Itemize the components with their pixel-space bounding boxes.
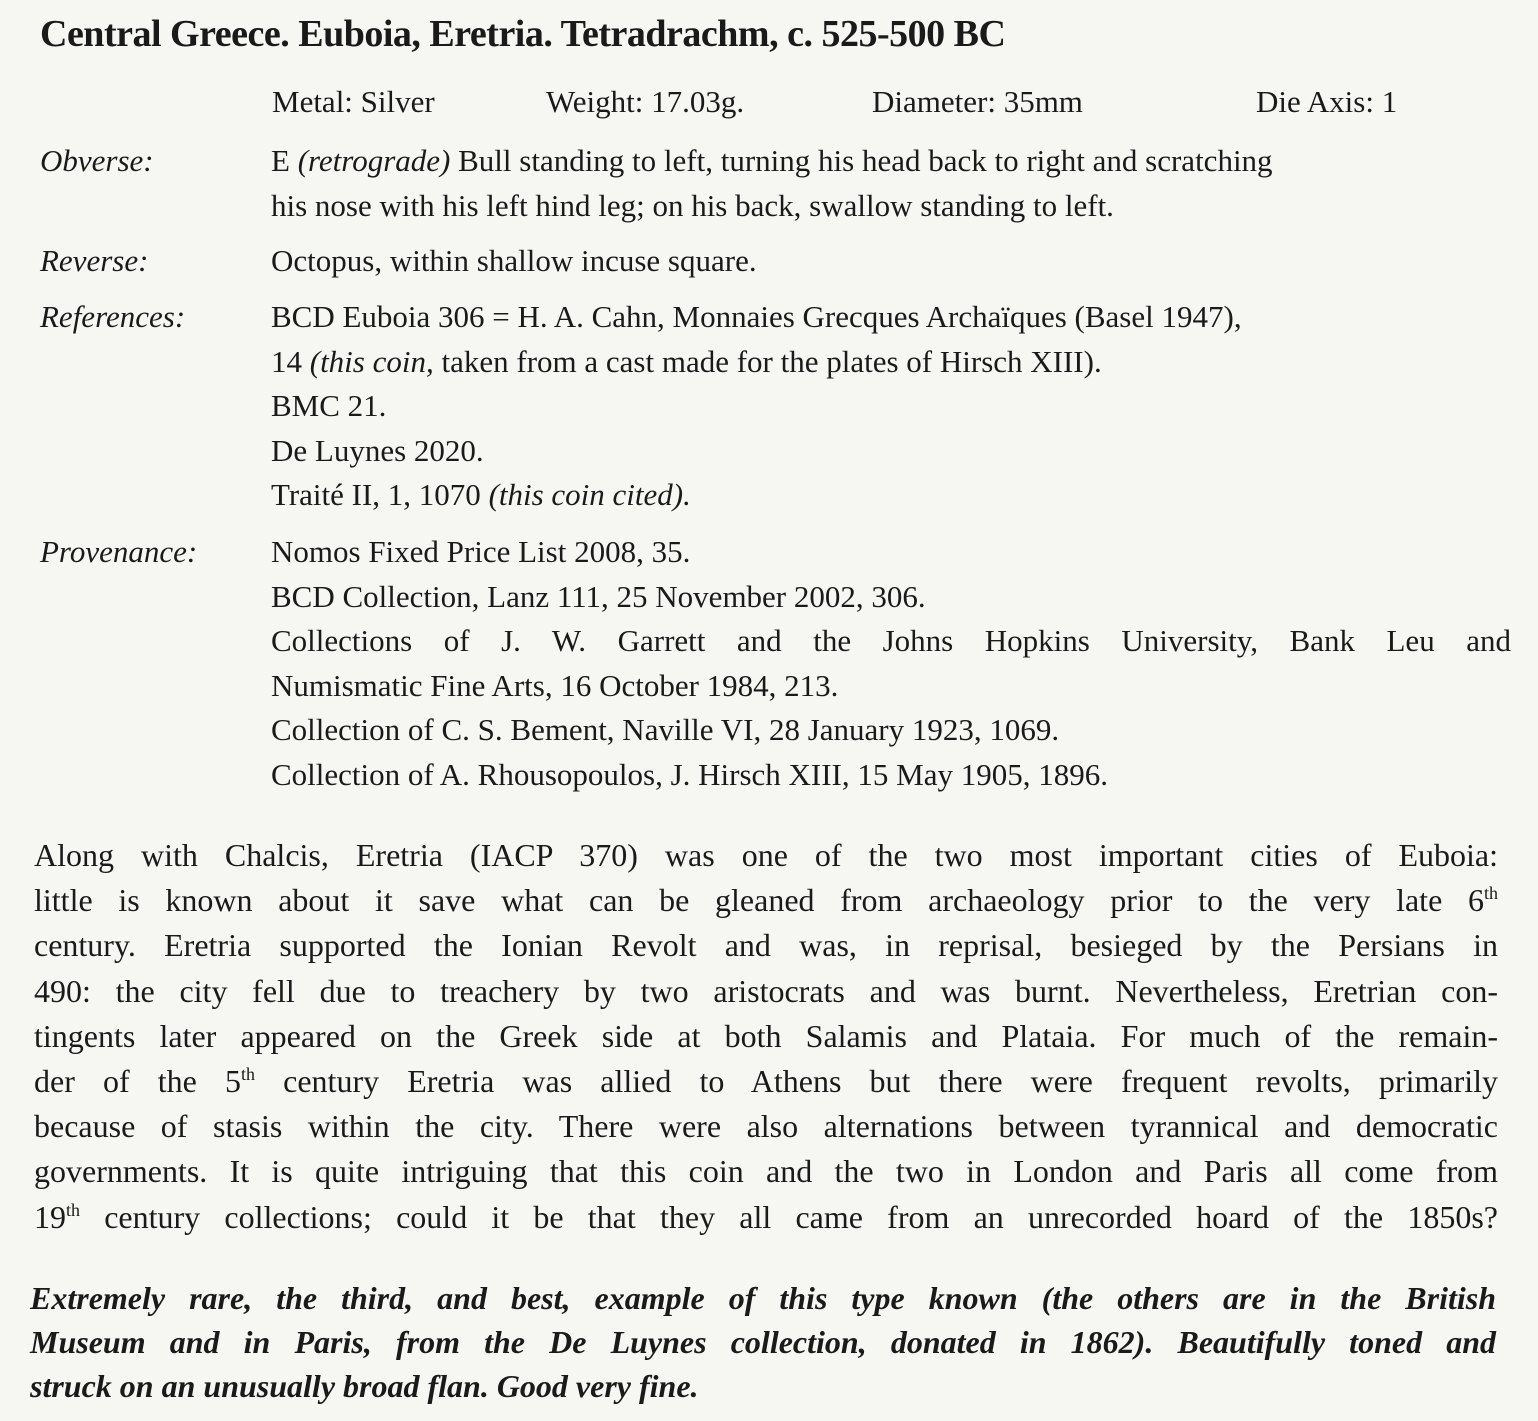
discussion-line-2 xyxy=(34,878,1498,923)
reference-line-3: BMC 21. xyxy=(271,388,387,423)
discussion-paragraph xyxy=(34,833,1498,1240)
discussion-line-6-start: der of the 5 xyxy=(34,1062,241,1099)
discussion-line-8: governments. It is quite intriguing that this coin and the two in London and Paris all come from xyxy=(34,1153,1498,1190)
provenance-label: Provenance: xyxy=(40,534,198,569)
reference-line-5 xyxy=(271,473,1511,518)
reference-line-5-start: Traité II, 1, 1070 xyxy=(271,477,481,512)
lot-title: Central Greece. Euboia, Eretria. Tetradrachm, c. 525-500 BC xyxy=(40,13,1006,55)
provenance-line-5: Collection of C. S. Bement, Naville VI, 28 January 1923, 1069. xyxy=(271,712,1060,747)
reference-line-2 xyxy=(271,340,1511,385)
reference-line-5-note: (this coin cited). xyxy=(488,477,691,512)
discussion-line-6-end: century Eretria was allied to Athens but there were frequent revolts, primarily xyxy=(255,1062,1498,1099)
references-label: References: xyxy=(40,299,186,334)
grading-verdict xyxy=(30,1276,1496,1408)
verdict-line-2: Museum and in Paris, from the De Luynes collection, donated in 1862). Beautifully toned and xyxy=(30,1324,1496,1360)
obverse-description xyxy=(271,139,1511,228)
discussion-line-9 xyxy=(34,1195,1498,1240)
superscript-ordinal: th xyxy=(66,1199,81,1220)
superscript-ordinal: th xyxy=(241,1063,256,1084)
verdict-line-3: struck on an unusually broad flan. Good very fine. xyxy=(30,1368,699,1404)
reference-line-1: BCD Euboia 306 = H. A. Cahn, Monnaies Grecques Archaïques (Basel 1947), xyxy=(271,299,1242,334)
discussion-line-9-end: century collections; could it be that they all came from an unrecorded hoard of the 1850s? xyxy=(80,1198,1498,1235)
provenance-line-2: BCD Collection, Lanz 111, 25 November 2002, 306. xyxy=(271,578,926,614)
references-list xyxy=(271,295,1511,518)
obverse-legend: E xyxy=(271,143,290,178)
discussion-line-5: tingents later appeared on the Greek side at both Salamis and Plataia. For much of the remain- xyxy=(34,1017,1498,1054)
spec-metal: Metal: Silver xyxy=(272,84,435,119)
obverse-label: Obverse: xyxy=(40,143,154,178)
superscript-ordinal: th xyxy=(1483,883,1498,904)
reference-line-2-end: taken from a cast made for the plates of Hirsch XIII). xyxy=(441,343,1102,379)
reverse-line-1: Octopus, within shallow incuse square. xyxy=(271,243,757,278)
discussion-line-4: 490: the city fell due to treachery by two aristocrats and was burnt. Nevertheless, Eretrian con- xyxy=(34,972,1498,1009)
spec-die-axis: Die Axis: 1 xyxy=(1256,84,1398,119)
reference-line-2-start: 14 xyxy=(271,343,302,379)
verdict-line-1: Extremely rare, the third, and best, example of this type known (the others are in the British xyxy=(30,1280,1496,1316)
coin-specifications xyxy=(0,84,1538,128)
reference-line-2-note: (this coin, xyxy=(309,343,434,379)
discussion-line-3: century. Eretria supported the Ionian Revolt and was, in reprisal, besieged by the Persians in xyxy=(34,927,1498,964)
discussion-line-2-text: little is known about it save what can be gleaned from archaeology prior to the very late 6 xyxy=(34,882,1484,919)
provenance-line-3: Collections of J. W. Garrett and the Johns Hopkins University, Bank Leu and xyxy=(271,623,1511,658)
obverse-line-1 xyxy=(271,139,1511,184)
provenance-line-4: Numismatic Fine Arts, 16 October 1984, 213. xyxy=(271,667,839,703)
discussion-line-6 xyxy=(34,1059,1498,1104)
provenance-list xyxy=(271,530,1511,797)
discussion-line-1: Along with Chalcis, Eretria (IACP 370) was one of the two most important cities of Euboia: xyxy=(34,837,1498,873)
discussion-line-7: because of stasis within the city. There were also alternations between tyrannical and democratic xyxy=(34,1108,1498,1145)
obverse-line-2: his nose with his left hind leg; on his back, swallow standing to left. xyxy=(271,187,1114,223)
provenance-line-1: Nomos Fixed Price List 2008, 35. xyxy=(271,534,691,569)
spec-diameter: Diameter: 35mm xyxy=(872,84,1083,119)
reference-line-4: De Luynes 2020. xyxy=(271,432,484,468)
discussion-line-9-start: 19 xyxy=(34,1198,66,1235)
reverse-label: Reverse: xyxy=(40,243,149,278)
obverse-text-1: Bull standing to left, turning his head back to right and scratching xyxy=(458,143,1273,178)
spec-weight: Weight: 17.03g. xyxy=(546,84,745,119)
provenance-line-6: Collection of A. Rhousopoulos, J. Hirsch XIII, 15 May 1905, 1896. xyxy=(271,756,1108,792)
reverse-description xyxy=(271,239,1511,284)
obverse-legend-note: (retrograde) xyxy=(297,143,451,178)
